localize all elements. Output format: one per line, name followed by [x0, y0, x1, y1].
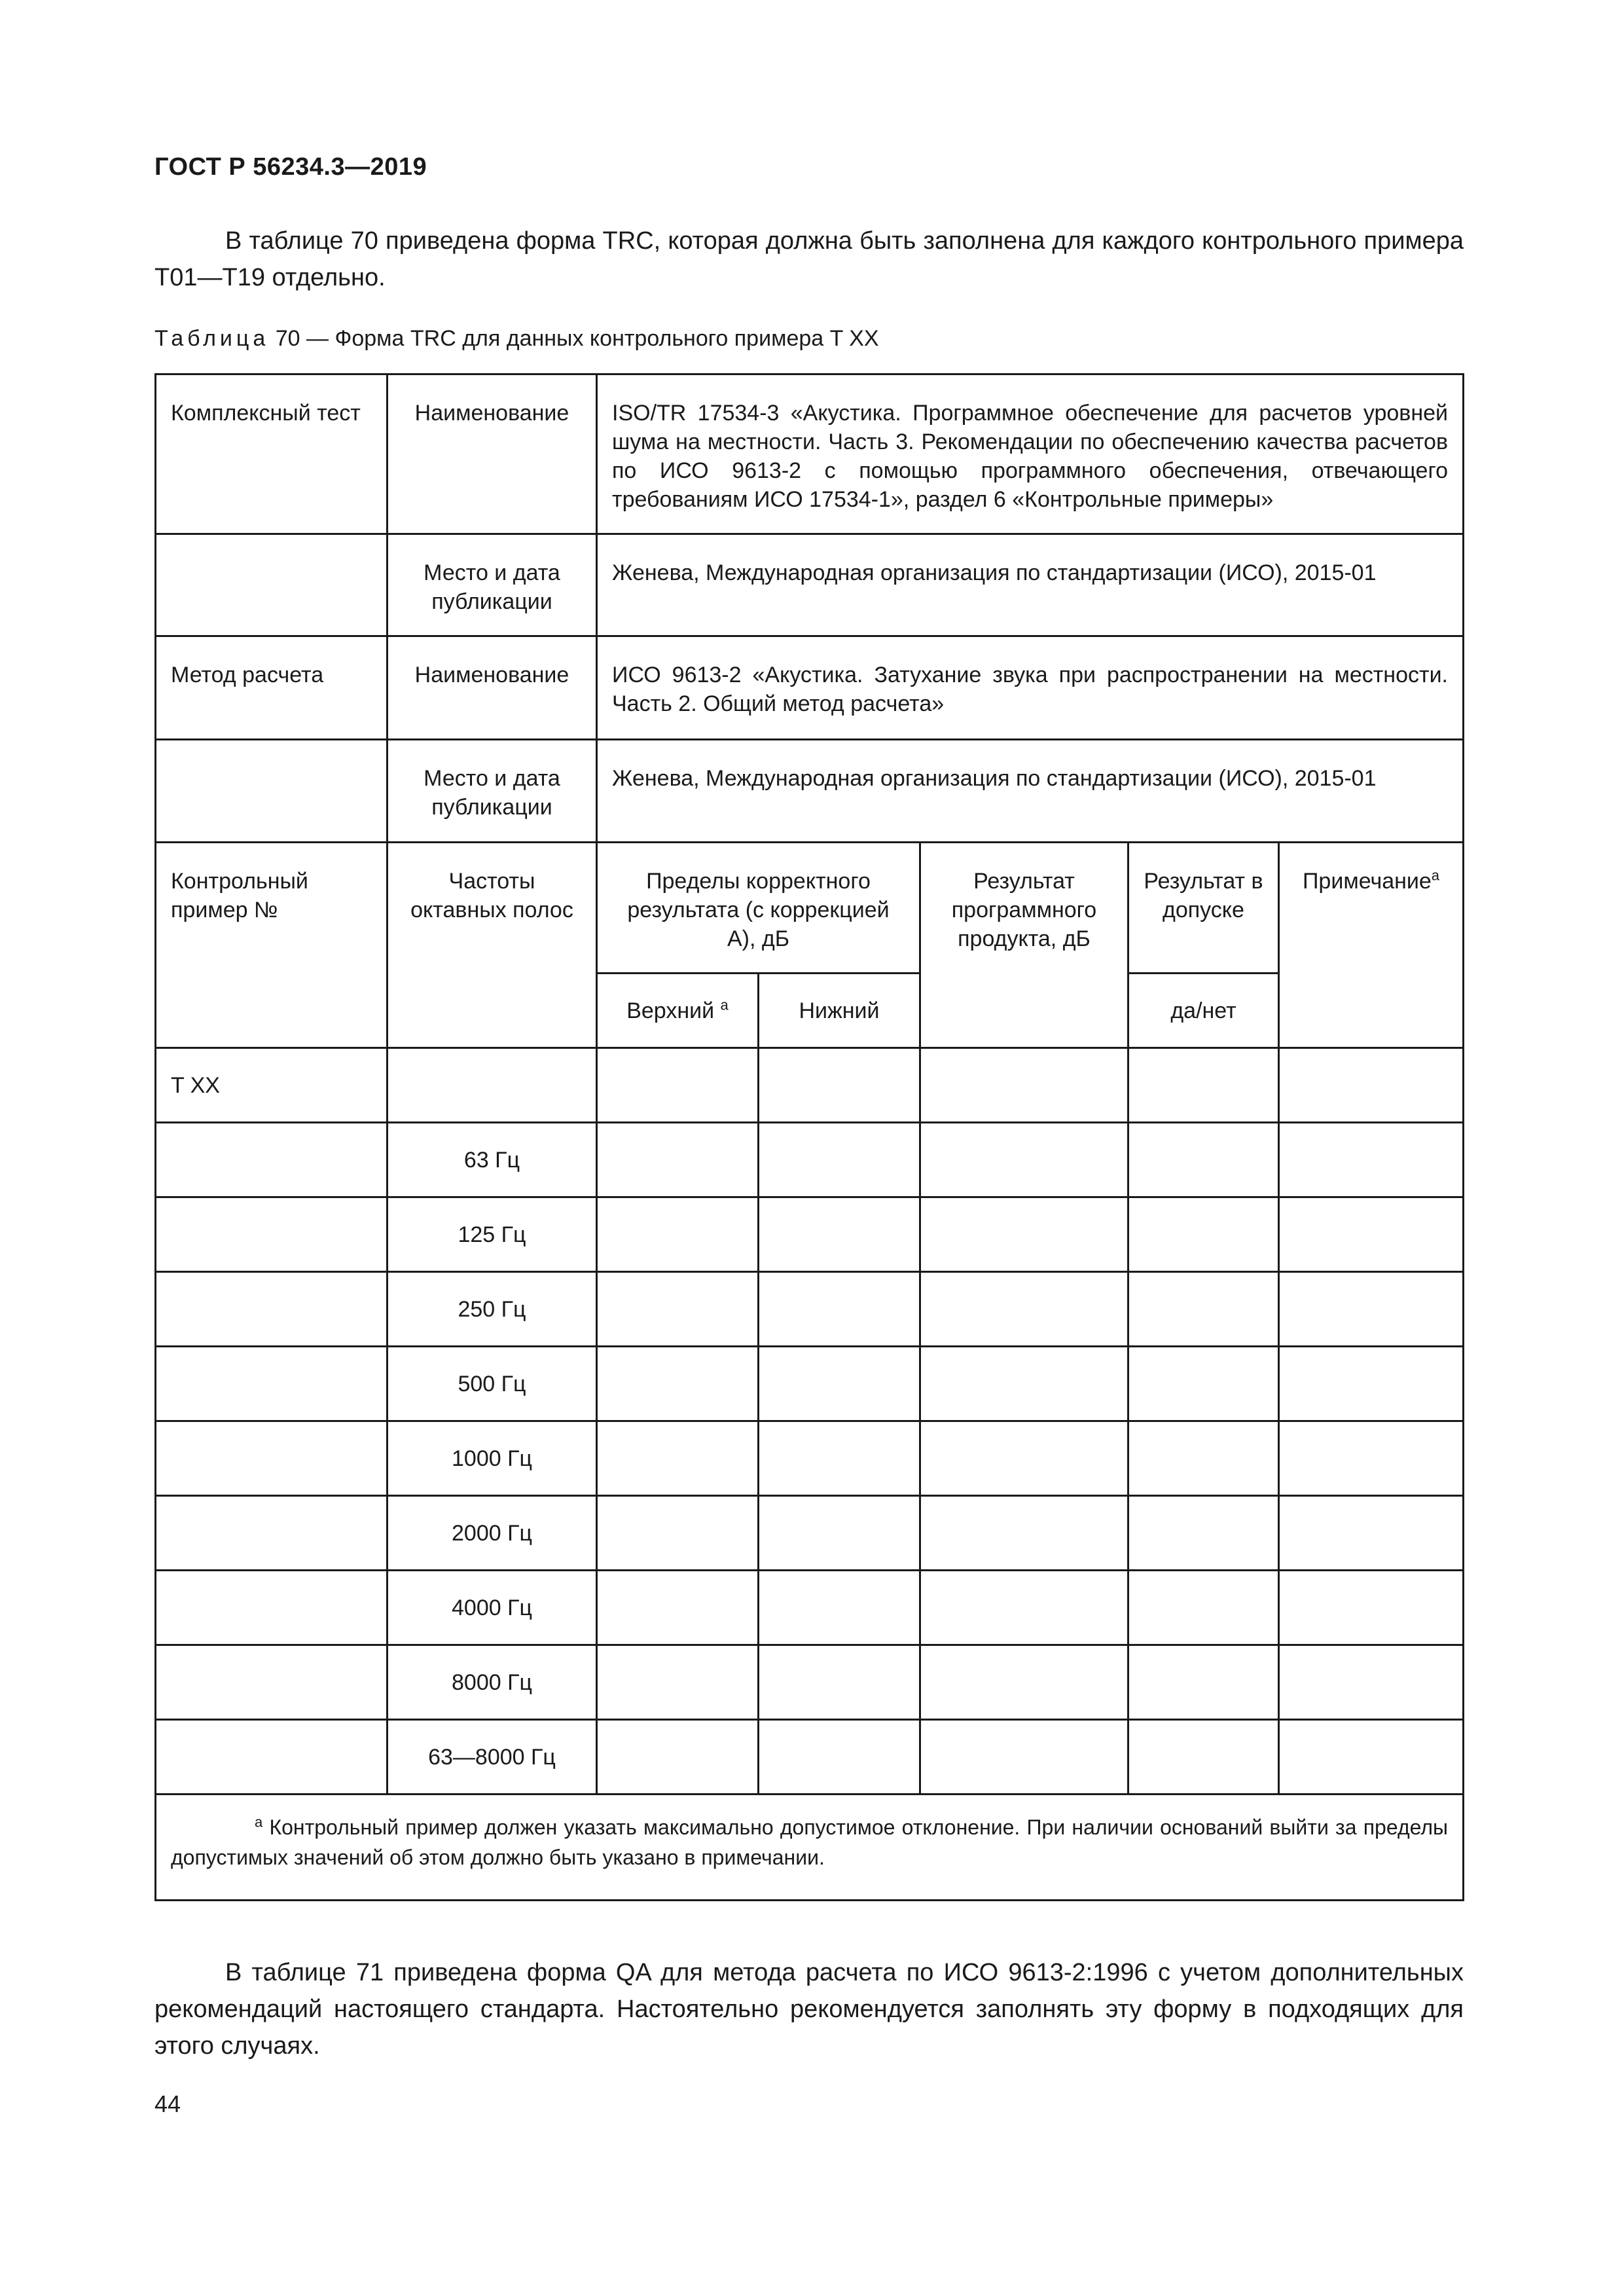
- empty-cell: [597, 1720, 759, 1795]
- table-caption-text: 70 — Форма TRC для данных контрольного примера T XX: [275, 326, 879, 351]
- empty-cell: [920, 1645, 1128, 1720]
- info-value-cell: Женева, Международная организация по стандартизации (ИСО), 2015-01: [597, 740, 1464, 843]
- table-footnote: [156, 1795, 1464, 1901]
- info-row: [156, 534, 1464, 636]
- closing-paragraph: [154, 1954, 1464, 2064]
- empty-cell: [920, 1048, 1128, 1123]
- empty-cell: [1279, 1048, 1464, 1123]
- info-group-cell: [156, 534, 388, 636]
- intro-paragraph-text: В таблице 70 приведена форма TRC, которая должна быть заполнена для каждого контрольного примера T01—T19 отдельно.: [154, 227, 1464, 291]
- frequency-cell: 1000 Гц: [388, 1421, 597, 1496]
- col-header-upper-label: Верхний: [626, 998, 715, 1023]
- empty-cell: [920, 1272, 1128, 1347]
- empty-cell: [597, 1123, 759, 1197]
- empty-cell: [759, 1123, 920, 1197]
- col-header-yes-no: да/нет: [1128, 974, 1279, 1048]
- empty-cell: [1279, 1496, 1464, 1571]
- col-header-test-case: Контрольный пример №: [156, 843, 388, 1048]
- empty-cell: [156, 1197, 388, 1272]
- info-row: [156, 636, 1464, 740]
- empty-cell: [1128, 1272, 1279, 1347]
- page-number: 44: [154, 2090, 181, 2117]
- frequency-row: [156, 1645, 1464, 1720]
- document-code: ГОСТ Р 56234.3—2019: [154, 153, 427, 181]
- empty-cell: [759, 1347, 920, 1421]
- empty-cell: [1128, 1720, 1279, 1795]
- frequency-cell: 4000 Гц: [388, 1571, 597, 1645]
- empty-cell: [759, 1197, 920, 1272]
- frequency-row: [156, 1571, 1464, 1645]
- table-caption: [154, 326, 879, 352]
- frequency-row: [156, 1347, 1464, 1421]
- col-header-lower: Нижний: [759, 974, 920, 1048]
- footnote-text: Контрольный пример должен указать максимально допустимое отклонение. При наличии оснований выйти за пределы допустимых значений об этом должно быть указано в примечании.: [171, 1815, 1449, 1869]
- empty-cell: [920, 1496, 1128, 1571]
- empty-cell: [1128, 1645, 1279, 1720]
- frequency-row: [156, 1123, 1464, 1197]
- info-group-cell: [156, 740, 388, 843]
- empty-cell: [1279, 1720, 1464, 1795]
- info-row: [156, 740, 1464, 843]
- empty-cell: [1279, 1123, 1464, 1197]
- empty-cell: [1128, 1347, 1279, 1421]
- frequency-cell: 250 Гц: [388, 1272, 597, 1347]
- empty-cell: [920, 1421, 1128, 1496]
- info-value-cell: Женева, Международная организация по стандартизации (ИСО), 2015-01: [597, 534, 1464, 636]
- footnote-row: [156, 1795, 1464, 1901]
- intro-paragraph: [154, 223, 1464, 296]
- footnote-marker: a: [1431, 867, 1440, 884]
- empty-cell: [1279, 1272, 1464, 1347]
- info-field-cell: Наименование: [388, 374, 597, 534]
- empty-cell: [759, 1421, 920, 1496]
- info-field-cell: Место и дата публикации: [388, 534, 597, 636]
- col-header-upper: [597, 974, 759, 1048]
- empty-cell: [920, 1720, 1128, 1795]
- empty-cell: [156, 1571, 388, 1645]
- empty-cell: [156, 1347, 388, 1421]
- frequency-cell: 63 Гц: [388, 1123, 597, 1197]
- empty-cell: [1128, 1496, 1279, 1571]
- empty-cell: [1279, 1645, 1464, 1720]
- test-case-row: [156, 1048, 1464, 1123]
- empty-cell: [156, 1720, 388, 1795]
- col-header-limits: Пределы корректного результата (с коррекцией А), дБ: [597, 843, 920, 974]
- empty-cell: [597, 1272, 759, 1347]
- empty-cell: [156, 1123, 388, 1197]
- col-header-note: [1279, 843, 1464, 1048]
- empty-cell: [597, 1048, 759, 1123]
- frequency-row: [156, 1197, 1464, 1272]
- empty-cell: [156, 1272, 388, 1347]
- frequency-row: [156, 1272, 1464, 1347]
- frequency-row: [156, 1720, 1464, 1795]
- col-header-software-result: Результат программного продукта, дБ: [920, 843, 1128, 1048]
- frequency-cell: 8000 Гц: [388, 1645, 597, 1720]
- info-group-cell: Комплексный тест: [156, 374, 388, 534]
- table-caption-label: Таблица: [154, 326, 270, 351]
- empty-cell: [597, 1421, 759, 1496]
- empty-cell: [156, 1421, 388, 1496]
- empty-cell: [597, 1645, 759, 1720]
- empty-cell: [1279, 1421, 1464, 1496]
- frequency-row: [156, 1496, 1464, 1571]
- trc-form-table: [154, 373, 1464, 1901]
- col-header-within-tolerance: Результат в допуске: [1128, 843, 1279, 974]
- test-case-label: T XX: [156, 1048, 388, 1123]
- empty-cell: [1279, 1347, 1464, 1421]
- frequency-cell: 63—8000 Гц: [388, 1720, 597, 1795]
- empty-cell: [920, 1123, 1128, 1197]
- frequency-cell: 2000 Гц: [388, 1496, 597, 1571]
- footnote-marker: a: [720, 996, 729, 1013]
- empty-cell: [1128, 1197, 1279, 1272]
- empty-cell: [759, 1272, 920, 1347]
- info-value-cell: ИСО 9613-2 «Акустика. Затухание звука при распространении на местности. Часть 2. Общий метод расчета»: [597, 636, 1464, 740]
- info-row: [156, 374, 1464, 534]
- info-value-cell: ISO/TR 17534-3 «Акустика. Программное обеспечение для расчетов уровней шума на местности. Часть 3. Рекомендации по обеспечению качества расчетов по ИСО 9613-2 с помощью программного обеспечения, отвечающего требованиям ИСО 17534-1», раздел 6 «Контрольные примеры»: [597, 374, 1464, 534]
- empty-cell: [1128, 1123, 1279, 1197]
- empty-cell: [1279, 1197, 1464, 1272]
- empty-cell: [156, 1645, 388, 1720]
- col-header-note-label: Примечание: [1302, 869, 1432, 894]
- empty-cell: [920, 1347, 1128, 1421]
- empty-cell: [759, 1645, 920, 1720]
- column-header-row: [156, 843, 1464, 974]
- empty-cell: [597, 1571, 759, 1645]
- frequency-cell: 125 Гц: [388, 1197, 597, 1272]
- empty-cell: [597, 1347, 759, 1421]
- closing-paragraph-text: В таблице 71 приведена форма QA для метода расчета по ИСО 9613-2:1996 с учетом дополнительных рекомендаций настоящего стандарта. Настоятельно рекомендуется заполнять эту форму в подходящих для этого случаях.: [154, 1959, 1464, 2060]
- footnote-marker: a: [255, 1813, 263, 1831]
- empty-cell: [1128, 1421, 1279, 1496]
- empty-cell: [1279, 1571, 1464, 1645]
- empty-cell: [597, 1197, 759, 1272]
- empty-cell: [759, 1496, 920, 1571]
- empty-cell: [1128, 1571, 1279, 1645]
- empty-cell: [920, 1197, 1128, 1272]
- info-field-cell: Наименование: [388, 636, 597, 740]
- empty-cell: [920, 1571, 1128, 1645]
- empty-cell: [597, 1496, 759, 1571]
- frequency-cell: 500 Гц: [388, 1347, 597, 1421]
- col-header-octave-bands: Частоты октавных полос: [388, 843, 597, 1048]
- frequency-row: [156, 1421, 1464, 1496]
- info-group-cell: Метод расчета: [156, 636, 388, 740]
- empty-cell: [388, 1048, 597, 1123]
- empty-cell: [759, 1571, 920, 1645]
- empty-cell: [156, 1496, 388, 1571]
- empty-cell: [759, 1048, 920, 1123]
- info-field-cell: Место и дата публикации: [388, 740, 597, 843]
- empty-cell: [1128, 1048, 1279, 1123]
- empty-cell: [759, 1720, 920, 1795]
